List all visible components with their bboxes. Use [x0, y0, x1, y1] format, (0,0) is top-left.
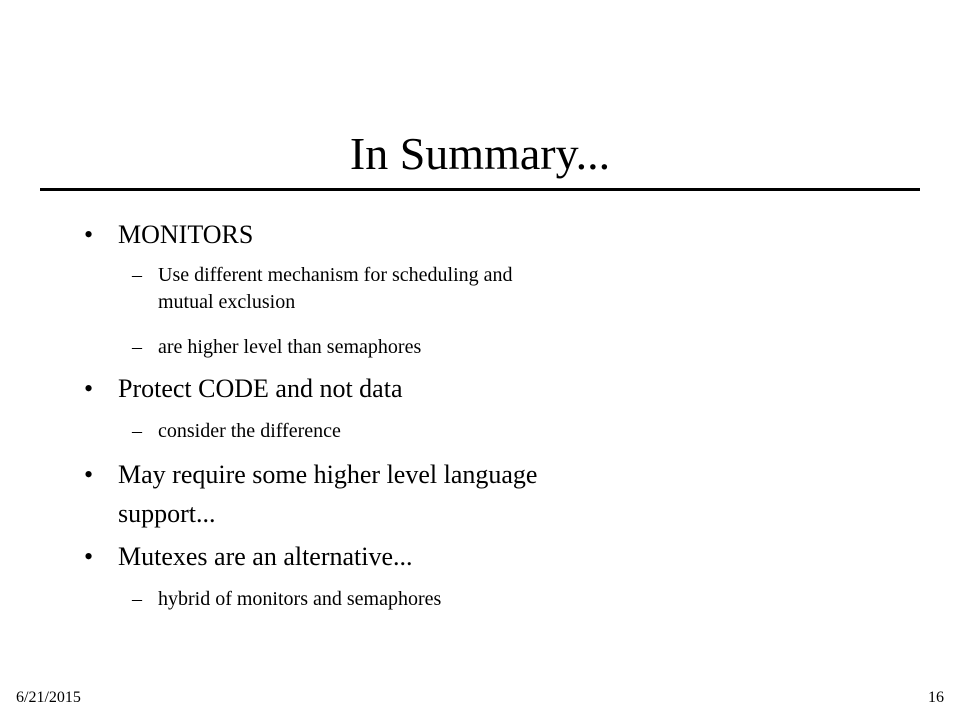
sub-bullet-text: Use different mechanism for scheduling and — [158, 264, 513, 286]
sub-bullet-text: mutual exclusion — [158, 291, 296, 313]
sub-bullet-dash: – — [132, 336, 142, 358]
sub-bullet-dash: – — [132, 264, 142, 286]
sub-bullet-text: consider the difference — [158, 420, 341, 442]
sub-bullet-dash: – — [132, 420, 142, 442]
sub-bullet-text: hybrid of monitors and semaphores — [158, 588, 442, 610]
bullet-dot: • — [84, 542, 94, 571]
slide-title: In Summary... — [349, 128, 611, 179]
bullet-text: May require some higher level language — [118, 460, 538, 489]
bullet-dot: • — [84, 220, 94, 249]
bullet-text: Protect CODE and not data — [118, 374, 403, 403]
sub-bullet-text: are higher level than semaphores — [158, 336, 422, 358]
bullet-text: support... — [118, 499, 216, 528]
bullet-dot: • — [84, 460, 94, 489]
sub-bullet-dash: – — [132, 588, 142, 610]
bullet-text: Mutexes are an alternative... — [118, 542, 413, 571]
footer-date: 6/21/2015 — [16, 689, 81, 706]
bullet-text: MONITORS — [118, 220, 254, 249]
page-number: 16 — [928, 689, 944, 706]
bullet-dot: • — [84, 374, 94, 403]
